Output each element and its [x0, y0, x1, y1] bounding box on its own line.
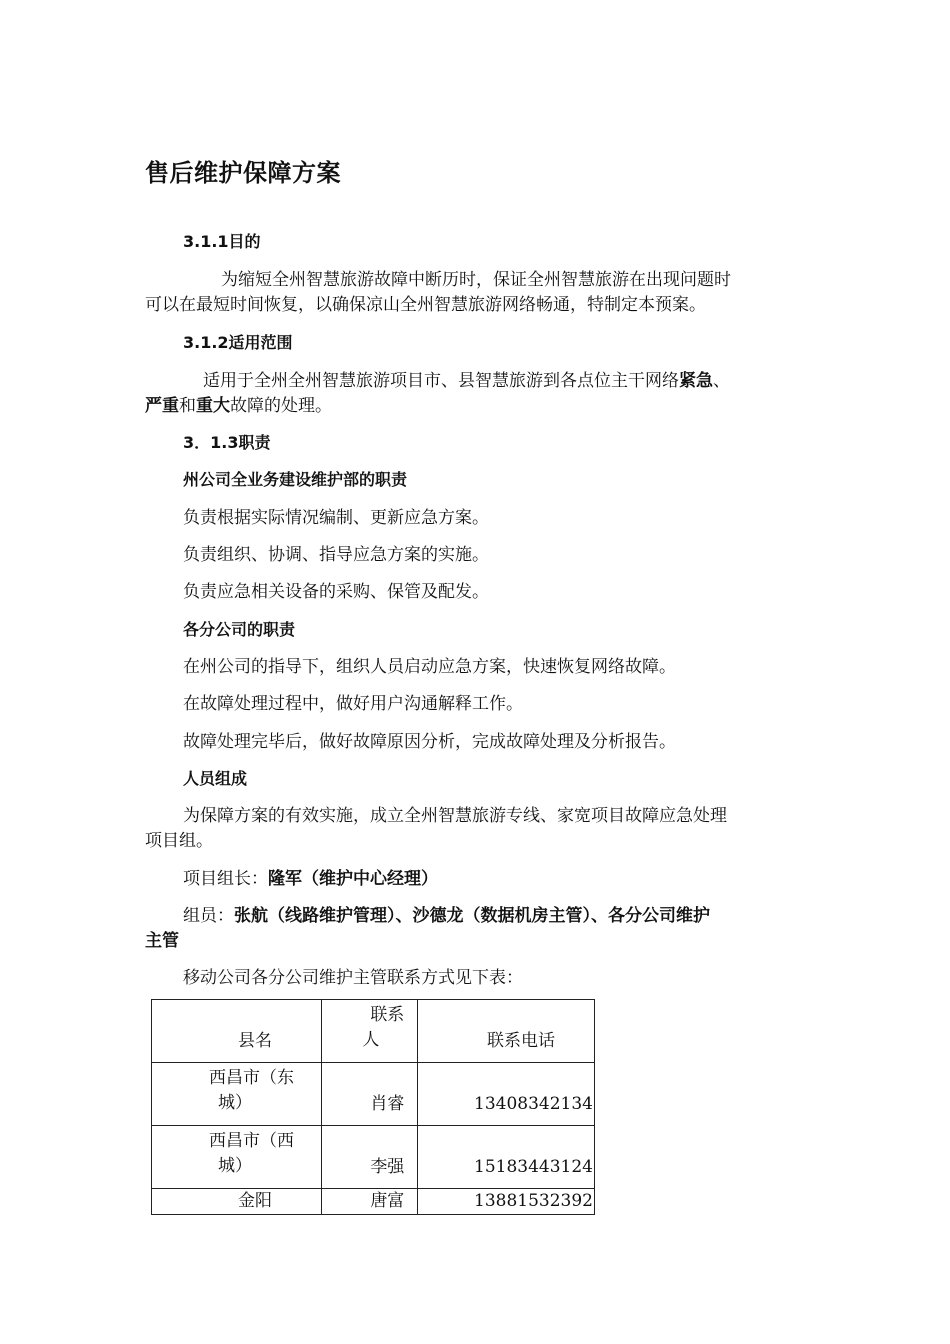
header-phone-label: 联系电话	[487, 1031, 555, 1051]
phone-number: 13881532392	[474, 1191, 593, 1211]
scope-paragraph-line-2	[145, 393, 332, 419]
dept-duty-item: 负责应急相关设备的采购、保管及配发。	[183, 582, 489, 602]
team-leader-label: 项目组长：	[183, 869, 268, 889]
scope-emphasis-major: 重大	[196, 396, 230, 416]
county-name-line-1: 西昌市（东	[209, 1068, 294, 1088]
team-members-line-2	[145, 928, 179, 954]
section-311-heading: 3.1.1目的	[183, 232, 261, 251]
team-heading: 人员组成	[183, 769, 248, 788]
header-county	[152, 1000, 322, 1063]
contact-cell	[322, 1189, 418, 1215]
phone-number: 13408342134	[474, 1094, 593, 1114]
header-phone	[418, 1000, 595, 1063]
team-members-label: 组员：	[183, 906, 234, 926]
county-name-line-2: 城）	[218, 1156, 252, 1176]
county-cell	[152, 1063, 322, 1126]
team-members-value-cont: 主管	[145, 931, 179, 951]
header-contact-label-line-2: 人	[362, 1030, 380, 1050]
scope-text: 适用于全州全州智慧旅游项目市、县智慧旅游到各点位主干网络	[203, 371, 679, 391]
purpose-paragraph-line-2: 可以在最短时间恢复，以确保凉山全州智慧旅游网络畅通，特制定本预案。	[145, 295, 706, 315]
phone-cell	[418, 1189, 595, 1215]
county-cell	[152, 1126, 322, 1189]
table-row	[152, 1063, 595, 1126]
contact-name: 唐富	[370, 1191, 405, 1211]
header-contact	[322, 1000, 418, 1063]
team-members-value: 张航（线路维护管理）、沙德龙（数据机房主管）、各分公司维护	[234, 906, 710, 926]
scope-emphasis-serious: 严重	[145, 396, 179, 416]
county-name-line-1: 金阳	[238, 1191, 272, 1211]
scope-emphasis-urgent: 紧急	[679, 371, 713, 391]
team-paragraph-line-1: 为保障方案的有效实施，成立全州智慧旅游专线、家宽项目故障应急处理	[183, 806, 727, 826]
scope-tail: 故障的处理。	[230, 396, 332, 416]
header-county-label: 县名	[238, 1031, 272, 1051]
dept-duties-heading: 州公司全业务建设维护部的职责	[183, 470, 408, 489]
county-name-line-2: 城）	[218, 1093, 252, 1113]
contacts-table	[151, 999, 595, 1215]
table-row	[152, 1126, 595, 1189]
contact-name: 李强	[370, 1157, 405, 1177]
county-cell	[152, 1189, 322, 1215]
branch-duty-item: 故障处理完毕后，做好故障原因分析，完成故障处理及分析报告。	[183, 732, 676, 752]
team-leader-line	[183, 866, 438, 892]
table-header-row	[152, 1000, 595, 1063]
section-313-heading: 3．1.3职责	[183, 433, 271, 452]
phone-cell	[418, 1126, 595, 1189]
section-312-heading: 3.1.2适用范围	[183, 333, 293, 352]
header-contact-label-line-1: 联系	[370, 1005, 405, 1025]
contact-cell	[322, 1126, 418, 1189]
contact-name: 肖睿	[370, 1094, 405, 1114]
table-row	[152, 1189, 595, 1215]
county-name-line-1: 西昌市（西	[209, 1131, 294, 1151]
branch-duty-item: 在故障处理过程中，做好用户沟通解释工作。	[183, 694, 523, 714]
team-paragraph-line-2: 项目组。	[145, 831, 213, 851]
purpose-paragraph-line-1: 为缩短全州智慧旅游故障中断历时，保证全州智慧旅游在出现问题时	[221, 270, 731, 290]
dept-duty-item: 负责根据实际情况编制、更新应急方案。	[183, 508, 489, 528]
team-leader-value: 隆军（维护中心经理）	[268, 869, 438, 889]
dept-duty-item: 负责组织、协调、指导应急方案的实施。	[183, 545, 489, 565]
scope-punct: 、	[713, 371, 730, 391]
phone-number: 15183443124	[474, 1157, 593, 1177]
document-title: 售后维护保障方案	[145, 159, 341, 187]
branch-duty-item: 在州公司的指导下，组织人员启动应急方案，快速恢复网络故障。	[183, 657, 676, 677]
contact-cell	[322, 1063, 418, 1126]
team-members-line-1	[183, 903, 710, 929]
scope-and: 和	[179, 396, 196, 416]
table-intro: 移动公司各分公司维护主管联系方式见下表：	[183, 968, 523, 988]
scope-paragraph-line-1	[203, 368, 730, 394]
phone-cell	[418, 1063, 595, 1126]
branch-duties-heading: 各分公司的职责	[183, 620, 296, 639]
